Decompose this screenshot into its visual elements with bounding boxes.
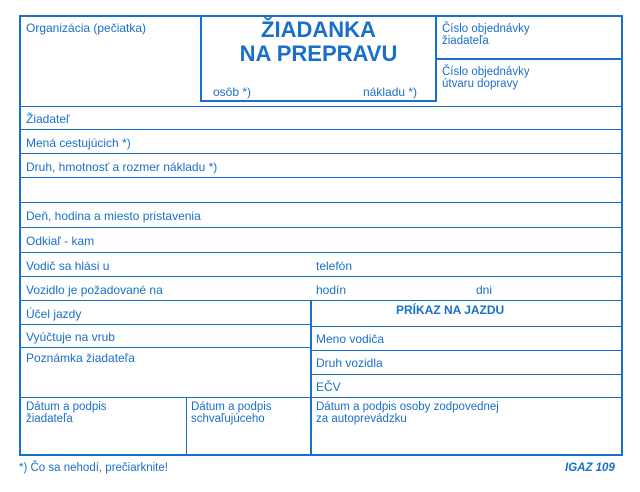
left-row-line-1	[19, 324, 311, 325]
row-line-3	[19, 153, 623, 154]
signature-approver-label: Dátum a podpis schvaľujúceho	[191, 401, 272, 425]
row-line-4	[19, 177, 623, 178]
frame-bottom	[19, 454, 623, 456]
vehicle-type-label: Druh vozidla	[316, 356, 383, 370]
right-row-line-3	[310, 374, 623, 375]
row-line-7	[19, 252, 623, 253]
order-number-transport-label: Číslo objednávky útvaru dopravy	[442, 66, 530, 90]
row-line-2	[19, 129, 623, 130]
title-box-bottom	[200, 100, 437, 102]
row-line-5	[19, 202, 623, 203]
signature-requester-label: Dátum a podpis žiadateľa	[26, 401, 107, 425]
cargo-label: nákladu *)	[363, 85, 418, 99]
row-line-9	[19, 300, 623, 301]
requester-label: Žiadateľ	[26, 112, 70, 126]
frame-right	[621, 15, 623, 456]
driver-name-label: Meno vodiča	[316, 332, 385, 346]
cargo-type-label: Druh, hmotnosť a rozmer nákladu *)	[26, 160, 218, 174]
vehicle-required-label: Vozidlo je požadované na	[26, 283, 163, 297]
form-title-line2: NA PREPRAVU	[239, 41, 398, 66]
left-row-line-2	[19, 347, 311, 348]
order-number-requester-label: Číslo objednávky žiadateľa	[442, 23, 530, 47]
row-line-8	[19, 276, 623, 277]
row-line-1	[19, 106, 623, 107]
signature-divider-2	[310, 397, 312, 456]
signature-row-top	[19, 397, 623, 398]
signature-transport-label: Dátum a podpis osoby zodpovednej za autoprevádzku	[316, 401, 499, 425]
pickup-label: Deň, hodina a miesto pristavenia	[26, 209, 201, 223]
persons-label: osôb *)	[213, 85, 252, 99]
right-row-line-1	[310, 326, 623, 327]
right-row-line-2	[310, 350, 623, 351]
from-to-label: Odkiaľ - kam	[26, 234, 95, 248]
footnote: *) Čo sa nehodí, prečiarknite!	[19, 462, 168, 474]
row-line-6	[19, 227, 623, 228]
frame-left	[19, 15, 21, 456]
form-code: IGAZ 109	[565, 462, 615, 474]
signature-divider-1	[186, 397, 187, 456]
driver-reports-label: Vodič sa hlási u	[26, 259, 110, 273]
trip-order-title: PRÍKAZ NA JAZDU	[396, 303, 505, 317]
order-numbers-divider	[435, 58, 623, 60]
passenger-names-label: Mená cestujúcich *)	[26, 136, 131, 150]
days-label: dni	[476, 283, 493, 297]
billing-label: Vyúčtuje na vrub	[26, 330, 115, 344]
requester-note-label: Poznámka žiadateľa	[26, 351, 135, 365]
form-title-line1: ŽIADANKA	[261, 17, 376, 42]
plate-label: EČV	[316, 380, 341, 394]
phone-label: telefón	[316, 259, 353, 273]
purpose-label: Účel jazdy	[26, 307, 82, 321]
hours-label: hodín	[316, 283, 347, 297]
lower-middle-divider	[310, 300, 312, 398]
organization-label: Organizácia (pečiatka)	[26, 21, 147, 35]
